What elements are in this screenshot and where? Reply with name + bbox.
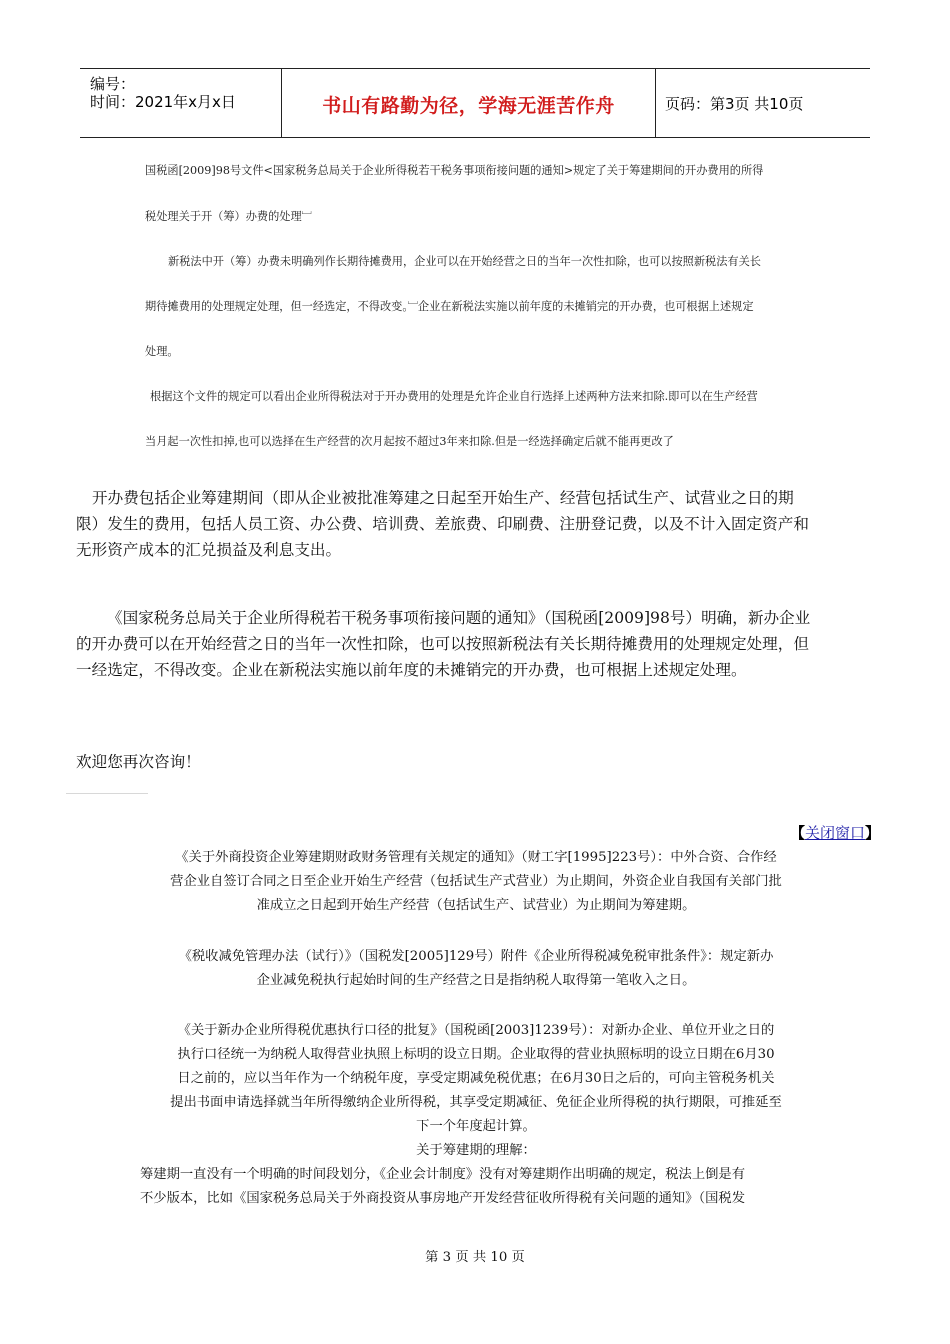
return-mark-icon: ﹈	[301, 212, 312, 223]
notice3-line-5: 下一个年度起计算。	[416, 1119, 536, 1134]
para2-line-1: 《国家税务总局关于企业所得税若干税务事项衔接问题的通知》（国税函[2009]98号）明确，新办企业	[107, 609, 811, 627]
page-footer: 第 3 页 共 10 页	[425, 1250, 525, 1265]
notice3-line-3: 日之前的，应以当年作为一个纳税年度，享受定期减免税优惠；在6月30日之后的，可向主管税务机关	[177, 1071, 775, 1086]
notice4-line-2: 不少版本，比如《国家税务总局关于外商投资从事房地产开发经营征收所得税有关问题的通知》（国税发	[140, 1191, 746, 1206]
time-label: 时间：2021年x月x日	[90, 93, 236, 111]
small-line-1: 国税函[2009]98号文件<国家税务总局关于企业所得税若干税务事项衔接问题的通知>规定了关于筹建期间的开办费用的所得	[145, 164, 764, 177]
welcome-text: 欢迎您再次咨询！	[76, 753, 201, 771]
para1-line-3: 无形资产成本的汇兑损益及利息支出。	[76, 541, 342, 559]
small-line-7: 当月起一次性扣掉,也可以选择在生产经营的次月起按不超过3年来扣除.但是一经选择确定后就不能再更改了	[145, 435, 674, 448]
header-motto-cell	[281, 69, 656, 137]
close-window: 【关闭窗口】	[790, 824, 881, 842]
paragraph-startup-costs	[76, 485, 876, 563]
small-line-3: 新税法中开（筹）办费未明确列作长期待摊费用，企业可以在开始经营之日的当年一次性扣除，也可以按照新税法有关长	[168, 255, 761, 268]
para1-line-2: 限）发生的费用，包括人员工资、办公费、培训费、差旅费、印刷费、注册登记费，以及不计入固定资产和	[76, 515, 809, 533]
notice3-line-4: 提出书面申请选择就当年所得缴纳企业所得税，其享受定期减征、免征企业所得税的执行期限，可推延至	[170, 1095, 782, 1110]
notice1-line-2: 营企业自签订合同之日至企业开始生产经营（包括试生产式营业）为止期间，外资企业自我国有关部门批	[170, 874, 782, 889]
notice-new-enterprise	[140, 1019, 812, 1163]
notice1-line-1: 《关于外商投资企业筹建期财政财务管理有关规定的通知》（财工字[1995]223号）：中外合资、合作经	[175, 850, 777, 865]
para1-line-1: 开办费包括企业筹建期间（即从企业被批准筹建之日起至开始生产、经营包括试生产、试营业之日的期	[92, 489, 794, 507]
notice4-line-1: 筹建期一直没有一个明确的时间段划分，《企业会计制度》没有对筹建期作出明确的规定，税法上倒是有	[140, 1167, 746, 1182]
notice-preparation-period	[140, 1163, 812, 1211]
close-window-link[interactable]: 关闭窗口	[805, 824, 866, 842]
notice-foreign-investment	[140, 846, 812, 918]
page-number-label: 页码：第3页 共10页	[665, 95, 804, 113]
small-line-6: 根据这个文件的规定可以看出企业所得税法对于开办费用的处理是允许企业自行选择上述两种方法来扣除.即可以在生产经营	[150, 390, 758, 403]
notice3-heading: 关于筹建期的理解：	[416, 1143, 536, 1158]
motto: 书山有路勤为径，学海无涯苦作舟	[322, 95, 615, 117]
notice-tax-reduction	[140, 945, 812, 993]
small-line-5: 处理。	[145, 345, 179, 358]
small-line-4: 期待摊费用的处理规定处理，但一经选定，不得改变。﹈企业在新税法实施以前年度的未摊销完的开办费，也可根据上述规定	[145, 300, 754, 313]
small-line-2: 税处理关于开（筹）办费的处理﹈	[145, 210, 312, 223]
notice3-line-1: 《关于新办企业所得税优惠执行口径的批复》（国税函[2003]1239号）：对新办企业、单位开业之日的	[177, 1023, 775, 1038]
notice3-line-2: 执行口径统一为纳税人取得营业执照上标明的设立日期。企业取得的营业执照标明的设立日期在6月30	[177, 1047, 775, 1062]
code-label: 编号：	[90, 75, 136, 93]
header-meta	[80, 69, 281, 137]
return-mark-icon: ﹈	[407, 302, 418, 313]
para2-line-3: 一经选定，不得改变。企业在新税法实施以前年度的未摊销完的开办费，也可根据上述规定处理。	[76, 661, 747, 679]
divider	[66, 793, 148, 794]
paragraph-notice	[76, 605, 876, 683]
notice2-line-2: 企业减免税执行起始时间的生产经营之日是指纳税人取得第一笔收入之日。	[256, 973, 696, 988]
para2-line-2: 的开办费可以在开始经营之日的当年一次性扣除，也可以按照新税法有关长期待摊费用的处理规定处理，但	[76, 635, 809, 653]
notice2-line-1: 《税收减免管理办法（试行）》（国税发[2005]129号）附件《企业所得税减免税审批条件》：规定新办	[178, 949, 774, 964]
page-header	[80, 68, 870, 138]
notice1-line-3: 准成立之日起到开始生产经营（包括试生产、试营业）为止期间为筹建期。	[256, 898, 696, 913]
